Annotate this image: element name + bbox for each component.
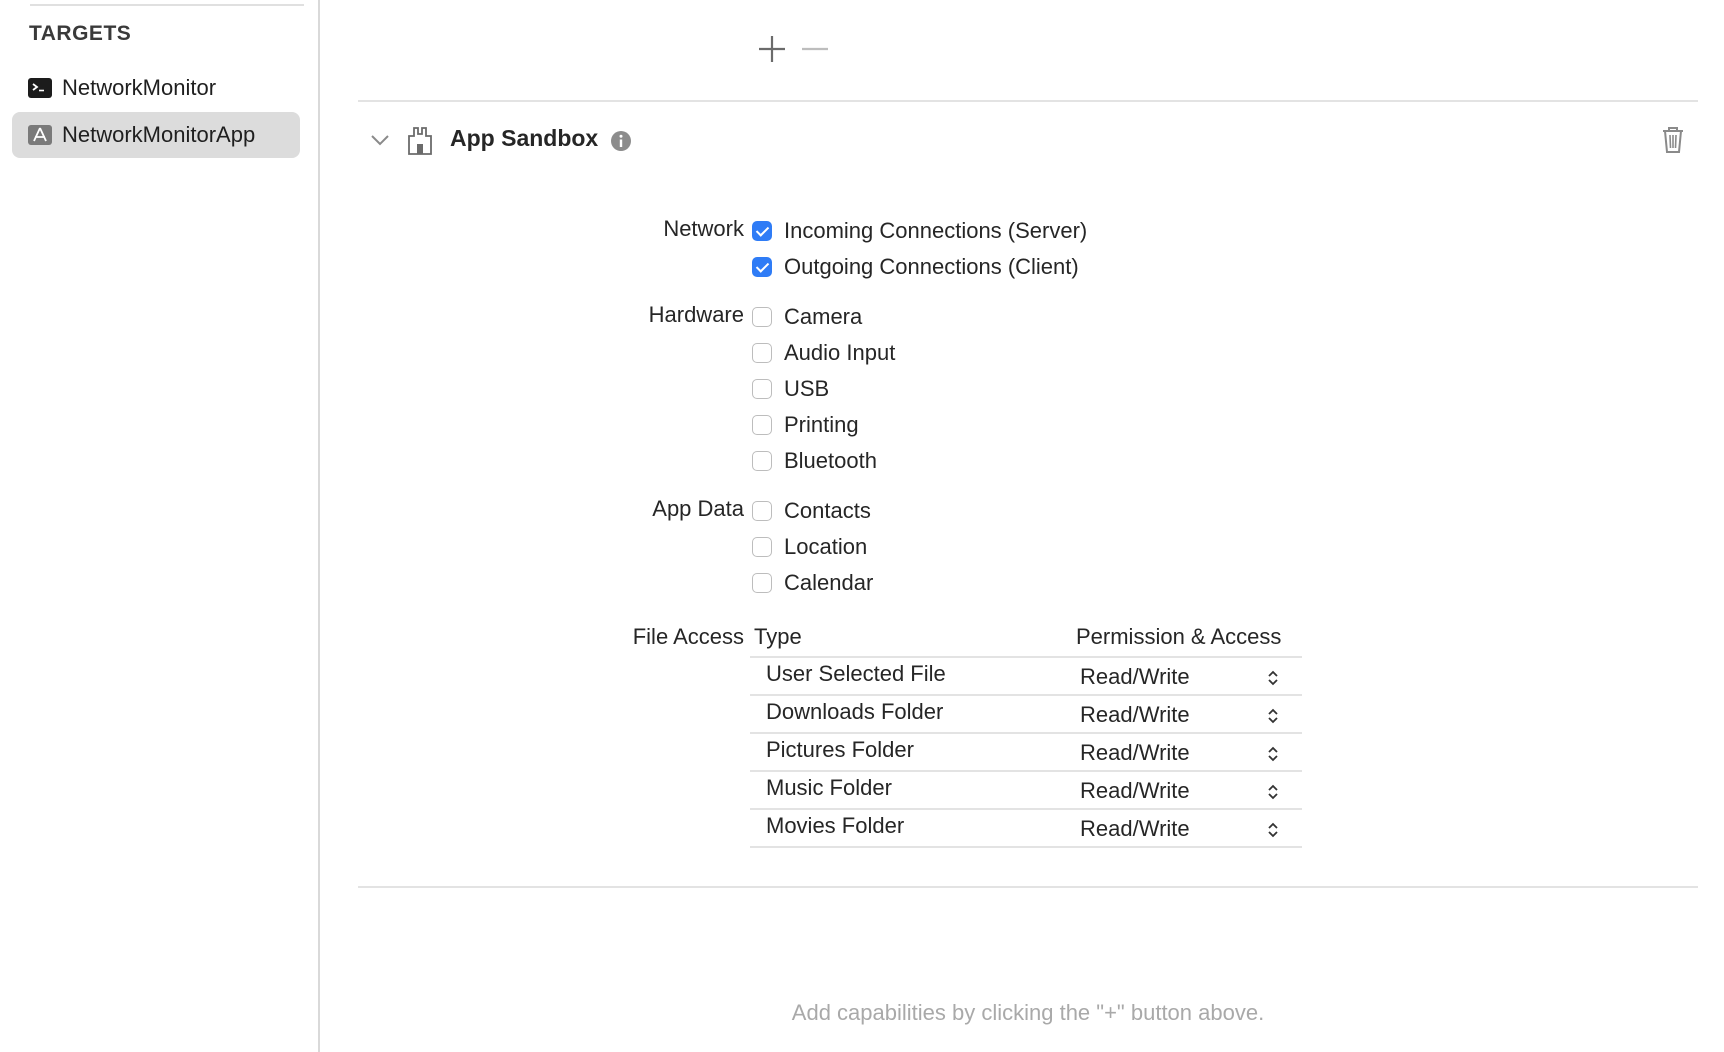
table-row <box>750 656 1302 696</box>
checkbox-unchecked[interactable] <box>752 537 772 557</box>
permission-select[interactable]: Read/Write <box>1080 816 1190 841</box>
checkbox-checked[interactable] <box>752 257 772 277</box>
checkbox-unchecked[interactable] <box>752 451 772 471</box>
target-item-networkmonitorapp[interactable] <box>12 112 300 158</box>
up-down-chevron-icon[interactable] <box>1266 668 1280 688</box>
calendar-checkbox[interactable] <box>752 568 873 598</box>
remove-capability-button[interactable] <box>800 34 830 64</box>
target-label: NetworkMonitor <box>62 75 217 100</box>
app-data-label: App Data <box>652 496 744 521</box>
up-down-chevron-icon[interactable] <box>1266 744 1280 764</box>
sidebar-divider <box>30 4 304 6</box>
permission-select[interactable]: Read/Write <box>1080 778 1190 803</box>
targets-heading: TARGETS <box>29 22 132 45</box>
checkbox-label: USB <box>784 376 830 401</box>
permission-select[interactable]: Read/Write <box>1080 740 1190 765</box>
checkbox-label: Incoming Connections (Server) <box>784 218 1088 243</box>
file-type: Pictures Folder <box>766 737 914 762</box>
chevron-down-icon[interactable] <box>368 130 392 150</box>
checkbox-unchecked[interactable] <box>752 343 772 363</box>
column-header-permission: Permission & Access <box>1076 624 1282 649</box>
outgoing-connections-checkbox[interactable] <box>752 252 1079 282</box>
checkbox-label: Camera <box>784 304 863 329</box>
file-type: Downloads Folder <box>766 699 944 724</box>
sandbox-icon <box>406 124 434 156</box>
hardware-label: Hardware <box>648 302 744 327</box>
column-header-type: Type <box>754 624 802 649</box>
checkbox-label: Outgoing Connections (Client) <box>784 254 1079 279</box>
audio-input-checkbox[interactable] <box>752 338 895 368</box>
network-label: Network <box>663 216 744 241</box>
permission-select[interactable]: Read/Write <box>1080 702 1190 727</box>
permission-select[interactable]: Read/Write <box>1080 664 1190 689</box>
checkbox-unchecked[interactable] <box>752 573 772 593</box>
printing-checkbox[interactable] <box>752 410 859 440</box>
section-divider <box>358 886 1698 888</box>
checkbox-label: Location <box>784 534 868 559</box>
add-capability-button[interactable] <box>757 34 787 64</box>
usb-checkbox[interactable] <box>752 374 829 404</box>
up-down-chevron-icon[interactable] <box>1266 706 1280 726</box>
section-title: App Sandbox <box>450 125 599 151</box>
checkbox-label: Calendar <box>784 570 874 595</box>
contacts-checkbox[interactable] <box>752 496 871 526</box>
section-divider <box>358 100 1698 102</box>
checkbox-unchecked[interactable] <box>752 501 772 521</box>
checkbox-label: Contacts <box>784 498 871 523</box>
info-icon[interactable] <box>610 130 632 152</box>
incoming-connections-checkbox[interactable] <box>752 216 1087 246</box>
minus-icon <box>800 34 830 64</box>
table-row <box>750 732 1302 772</box>
file-access-label: File Access <box>632 624 744 649</box>
checkbox-unchecked[interactable] <box>752 379 772 399</box>
terminal-icon <box>28 78 52 98</box>
file-type: Music Folder <box>766 775 892 800</box>
up-down-chevron-icon[interactable] <box>1266 782 1280 802</box>
plus-icon <box>757 34 787 64</box>
checkbox-checked[interactable] <box>752 221 772 241</box>
checkbox-label: Bluetooth <box>784 448 877 473</box>
location-checkbox[interactable] <box>752 532 867 562</box>
table-bottom-border <box>750 846 1302 848</box>
table-row <box>750 694 1302 734</box>
file-type: User Selected File <box>766 661 946 686</box>
target-label: NetworkMonitorApp <box>62 122 256 147</box>
bluetooth-checkbox[interactable] <box>752 446 877 476</box>
checkbox-unchecked[interactable] <box>752 307 772 327</box>
trash-icon[interactable] <box>1660 126 1686 154</box>
up-down-chevron-icon[interactable] <box>1266 820 1280 840</box>
add-capabilities-hint: Add capabilities by clicking the "+" button above. <box>791 1000 1265 1025</box>
app-icon <box>28 125 52 145</box>
checkbox-label: Audio Input <box>784 340 896 365</box>
checkbox-unchecked[interactable] <box>752 415 772 435</box>
table-row <box>750 770 1302 810</box>
table-row <box>750 808 1302 848</box>
camera-checkbox[interactable] <box>752 302 862 332</box>
target-item-networkmonitor[interactable] <box>12 65 300 111</box>
targets-sidebar <box>0 0 320 1052</box>
file-type: Movies Folder <box>766 813 905 838</box>
checkbox-label: Printing <box>784 412 859 437</box>
